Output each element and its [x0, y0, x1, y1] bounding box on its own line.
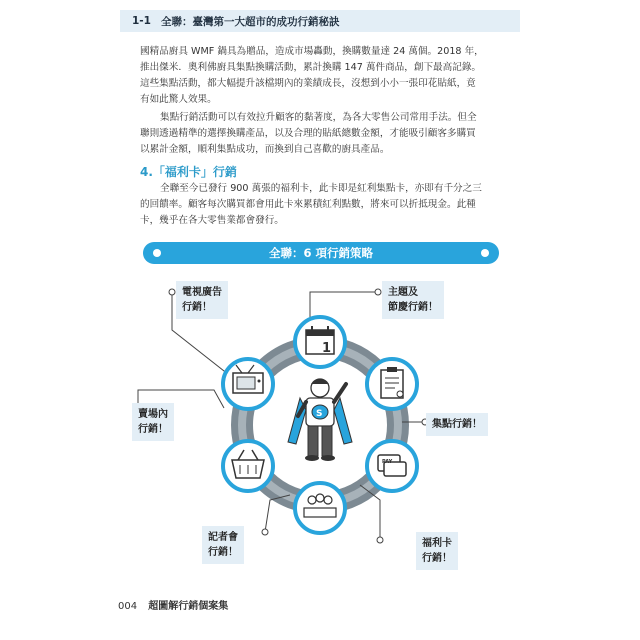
- text-line: 這些集點活動，都大幅提升該檔期內的業績成長，沒想到小小一張印花貼紙，竟: [140, 78, 476, 89]
- text-line: 以累計金額，順利集點成功，而換到自己喜歡的廚具產品。: [140, 144, 390, 155]
- text-line: 有如此驚人效果。: [140, 94, 217, 105]
- paragraph-1: [140, 44, 500, 108]
- diagram-title-banner: [143, 242, 499, 264]
- text-line: 聯則透過精準的選擇換購產品，以及合理的貼紙總數金額，才能吸引顧客多購買: [140, 128, 476, 139]
- label-line: 賣場內: [138, 409, 168, 420]
- section-heading: 4.「福利卡」行銷: [140, 165, 237, 179]
- clipboard-icon: [367, 359, 417, 409]
- label-loyalty-card: [416, 532, 458, 570]
- label-line: 主題及: [388, 287, 418, 298]
- section-number: 1-1: [132, 15, 151, 27]
- tv-icon: [223, 359, 273, 409]
- label-festival-marketing: [382, 281, 444, 319]
- card-pay-text: PAY: [382, 459, 393, 465]
- press-conference-icon: [295, 483, 345, 533]
- paragraph-3: [140, 181, 500, 229]
- label-line: 集點行銷！: [432, 419, 482, 430]
- label-press-conference: [202, 526, 244, 564]
- loyalty-card-icon: [367, 441, 417, 491]
- mascot-superhero-illustration: [288, 379, 352, 461]
- svg-text:S: S: [316, 409, 323, 419]
- label-line: 記者會: [208, 532, 238, 543]
- label-line: 福利卡: [422, 538, 452, 549]
- strategy-diagram: [120, 270, 520, 590]
- label-points-marketing: [426, 413, 488, 436]
- text-line: 集點行銷活動可以有效拉升顧客的黏著度，為各大零售公司常用手法。但全: [160, 112, 477, 123]
- chapter-title: 全聯：臺灣第一大超市的成功行銷秘訣: [160, 15, 340, 28]
- label-line: 行銷！: [138, 424, 168, 435]
- banner-dot-left: [153, 249, 161, 257]
- label-line: 行銷！: [182, 302, 212, 313]
- label-line: 行銷！: [422, 553, 452, 564]
- text-line: 全聯至今已發行 900 萬張的福利卡，此卡即是紅利集點卡，亦即有千分之三: [160, 183, 482, 194]
- text-line: 國精品廚具 WMF 鍋具為贈品，造成市場轟動，換購數量達 24 萬個。2018 年，: [140, 46, 484, 57]
- text-line: 推出傑米．奧利佛廚具集點換購活動，累計換購 147 萬件商品，創下最高記錄。: [140, 62, 482, 73]
- label-line: 節慶行銷！: [388, 302, 438, 313]
- calendar-day-number: 1: [322, 341, 332, 356]
- label-instore-marketing: [132, 403, 174, 441]
- label-tv-advertising: [176, 281, 228, 319]
- chapter-header: [120, 10, 520, 32]
- label-line: 行銷！: [208, 547, 238, 558]
- banner-dot-right: [481, 249, 489, 257]
- text-line: 的回饋率。顧客每次購買都會用此卡來累積紅利點數，將來可以折抵現金。此種: [140, 199, 476, 210]
- page-footer: [118, 597, 228, 612]
- page-number: 004: [118, 601, 138, 612]
- book-title: 超圖解行銷個案集: [148, 601, 229, 612]
- paragraph-2: [140, 110, 500, 158]
- shopping-basket-icon: [223, 441, 273, 491]
- diagram-title: 全聯：6 項行銷策略: [268, 246, 373, 260]
- text-line: 卡，幾乎在各大零售業都會發行。: [140, 215, 284, 226]
- calendar-icon: [295, 317, 345, 367]
- label-line: 電視廣告: [182, 287, 222, 298]
